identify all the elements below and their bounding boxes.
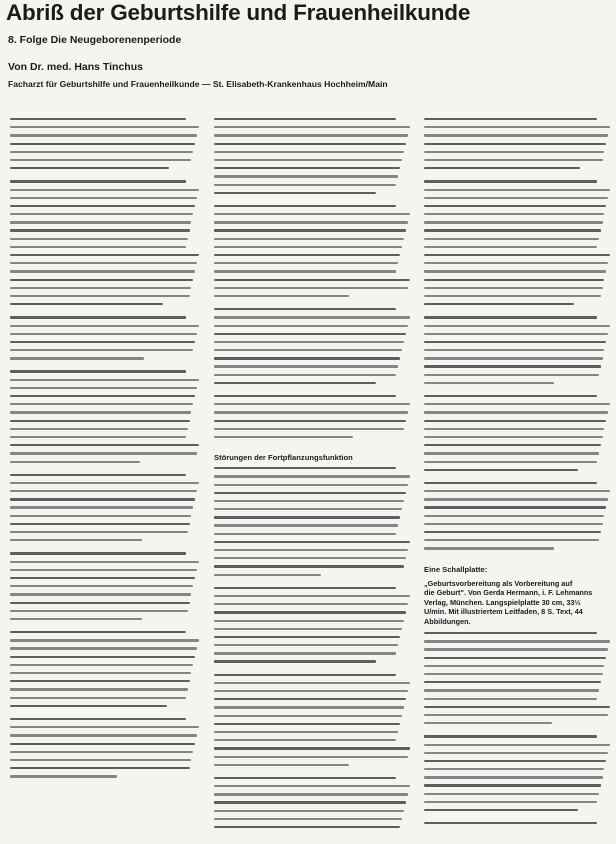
illegible-text-line — [10, 180, 186, 182]
illegible-text-line — [424, 735, 597, 737]
illegible-text-line — [10, 561, 199, 563]
illegible-text-line — [214, 508, 402, 510]
illegible-text-line — [10, 539, 142, 541]
illegible-text-line — [214, 118, 396, 120]
illegible-text-line — [424, 444, 601, 446]
illegible-text-line — [214, 333, 406, 335]
illegible-text-line — [424, 822, 597, 824]
record-reference — [424, 579, 612, 627]
illegible-text-line — [214, 492, 406, 494]
illegible-text-line — [214, 316, 410, 318]
illegible-text-line — [10, 143, 195, 145]
illegible-text-line — [424, 151, 604, 153]
illegible-text-line — [214, 574, 321, 576]
illegible-text-line — [424, 403, 610, 405]
illegible-text-line — [10, 159, 191, 161]
illegible-text-line — [10, 238, 188, 240]
illegible-text-line — [10, 134, 197, 136]
illegible-text-line — [10, 287, 191, 289]
article-series: 8. Folge Die Neugeborenenperiode — [8, 34, 182, 46]
illegible-text-line — [214, 611, 406, 613]
illegible-text-line — [214, 467, 396, 469]
illegible-text-line — [214, 620, 404, 622]
illegible-text-line — [10, 411, 191, 413]
illegible-text-line — [214, 325, 408, 327]
illegible-text-line — [424, 325, 610, 327]
illegible-text-line — [10, 569, 197, 571]
illegible-text-line — [214, 756, 408, 758]
illegible-text-line — [424, 134, 608, 136]
illegible-text-line — [214, 628, 402, 630]
illegible-text-line — [10, 349, 193, 351]
illegible-text-line — [424, 270, 606, 272]
illegible-text-line — [214, 764, 349, 766]
illegible-text-line — [10, 697, 186, 699]
illegible-text-line — [214, 793, 408, 795]
illegible-text-line — [10, 585, 193, 587]
illegible-text-line — [214, 205, 396, 207]
illegible-text-line — [214, 279, 410, 281]
illegible-text-line — [424, 482, 597, 484]
illegible-text-line — [10, 197, 197, 199]
illegible-text-line — [10, 577, 195, 579]
illegible-text-line — [214, 565, 404, 567]
illegible-text-line — [10, 303, 163, 305]
illegible-text-line — [10, 552, 186, 554]
illegible-text-line — [10, 474, 186, 476]
text-column-2 — [214, 118, 412, 830]
illegible-text-line — [10, 515, 191, 517]
illegible-text-line — [214, 739, 396, 741]
illegible-text-line — [424, 539, 599, 541]
illegible-text-line — [10, 775, 117, 777]
illegible-text-line — [10, 436, 186, 438]
illegible-text-line — [214, 295, 349, 297]
illegible-text-line — [214, 603, 408, 605]
illegible-text-line — [424, 189, 610, 191]
illegible-text-line — [424, 357, 603, 359]
illegible-text-line — [10, 726, 199, 728]
illegible-text-line — [424, 632, 597, 634]
illegible-text-line — [214, 262, 398, 264]
illegible-text-line — [424, 648, 608, 650]
illegible-text-line — [214, 706, 404, 708]
illegible-text-line — [424, 681, 601, 683]
illegible-text-line — [214, 175, 398, 177]
illegible-text-line — [424, 333, 608, 335]
illegible-text-line — [424, 657, 606, 659]
illegible-text-line — [214, 731, 398, 733]
illegible-text-line — [424, 118, 597, 120]
illegible-text-line — [10, 523, 190, 525]
illegible-text-line — [10, 593, 191, 595]
text-column-1 — [10, 118, 201, 830]
illegible-text-line — [424, 254, 610, 256]
illegible-text-line — [424, 262, 608, 264]
illegible-text-line — [424, 382, 554, 384]
illegible-text-line — [214, 159, 402, 161]
illegible-text-line — [214, 341, 404, 343]
illegible-text-line — [10, 639, 199, 641]
illegible-text-line — [214, 395, 396, 397]
illegible-text-line — [10, 167, 169, 169]
illegible-text-line — [214, 475, 410, 477]
illegible-text-line — [424, 411, 608, 413]
illegible-text-line — [424, 744, 610, 746]
reference-line: Abbildungen. — [424, 616, 471, 626]
illegible-text-line — [214, 403, 410, 405]
illegible-text-line — [214, 747, 410, 749]
illegible-text-line — [10, 631, 186, 633]
illegible-text-line — [10, 325, 199, 327]
illegible-text-line — [424, 295, 601, 297]
section-heading-schallplatte: Eine Schallplatte: — [424, 564, 488, 574]
illegible-text-line — [424, 523, 603, 525]
illegible-text-line — [10, 743, 195, 745]
illegible-text-line — [214, 246, 402, 248]
illegible-text-line — [424, 143, 606, 145]
illegible-text-line — [424, 706, 610, 708]
illegible-text-line — [10, 357, 144, 359]
illegible-text-line — [10, 688, 188, 690]
illegible-text-line — [214, 229, 406, 231]
illegible-text-line — [10, 118, 186, 120]
illegible-text-line — [10, 295, 190, 297]
illegible-text-line — [424, 640, 610, 642]
illegible-text-line — [424, 374, 599, 376]
illegible-text-line — [214, 221, 408, 223]
illegible-text-line — [424, 776, 603, 778]
illegible-text-line — [10, 221, 191, 223]
illegible-text-line — [214, 541, 410, 543]
illegible-text-line — [10, 213, 193, 215]
illegible-text-line — [214, 428, 404, 430]
illegible-text-line — [214, 134, 408, 136]
illegible-text-line — [10, 279, 193, 281]
illegible-text-line — [10, 254, 199, 256]
illegible-text-line — [214, 533, 396, 535]
illegible-text-line — [214, 374, 396, 376]
article-affiliation: Facharzt für Geburtshilfe und Frauenheilkunde — St. Elisabeth-Krankenhaus Hochheim/Main — [8, 79, 388, 89]
illegible-text-line — [214, 715, 402, 717]
illegible-text-line — [424, 229, 601, 231]
illegible-text-line — [10, 602, 190, 604]
illegible-text-line — [424, 490, 610, 492]
illegible-text-line — [214, 411, 408, 413]
illegible-text-line — [10, 672, 191, 674]
illegible-text-line — [214, 436, 353, 438]
illegible-text-line — [424, 246, 597, 248]
illegible-text-line — [214, 349, 402, 351]
illegible-text-line — [10, 262, 197, 264]
illegible-text-line — [424, 428, 604, 430]
illegible-text-line — [214, 357, 400, 359]
illegible-text-line — [10, 395, 195, 397]
illegible-text-line — [214, 682, 410, 684]
illegible-text-line — [214, 818, 402, 820]
illegible-text-line — [214, 192, 376, 194]
illegible-text-line — [424, 801, 597, 803]
illegible-text-line — [424, 395, 597, 397]
illegible-text-line — [424, 159, 603, 161]
illegible-text-line — [214, 785, 410, 787]
illegible-text-line — [424, 784, 601, 786]
illegible-text-line — [214, 595, 410, 597]
illegible-text-line — [214, 382, 376, 384]
illegible-text-line — [424, 722, 552, 724]
illegible-text-line — [10, 656, 195, 658]
illegible-text-line — [10, 664, 193, 666]
illegible-text-line — [10, 151, 193, 153]
illegible-text-line — [214, 698, 406, 700]
illegible-text-line — [424, 205, 606, 207]
illegible-text-line — [214, 270, 396, 272]
illegible-text-line — [10, 379, 199, 381]
illegible-text-line — [424, 126, 610, 128]
illegible-text-line — [424, 768, 604, 770]
illegible-text-line — [10, 387, 197, 389]
illegible-text-line — [10, 370, 186, 372]
illegible-text-line — [10, 420, 190, 422]
illegible-text-line — [424, 213, 604, 215]
article-author: Von Dr. med. Hans Tinchus — [8, 61, 143, 73]
illegible-text-line — [424, 498, 608, 500]
illegible-text-line — [214, 524, 398, 526]
illegible-text-line — [214, 500, 404, 502]
illegible-text-line — [10, 229, 190, 231]
illegible-text-line — [424, 287, 603, 289]
illegible-text-line — [10, 333, 197, 335]
illegible-text-line — [424, 515, 604, 517]
reference-line: die Geburt". Von Gerda Hermann, i. F. Lehmanns — [424, 588, 593, 598]
illegible-text-line — [10, 647, 197, 649]
illegible-text-line — [10, 751, 193, 753]
illegible-text-line — [10, 270, 195, 272]
illegible-text-line — [424, 809, 578, 811]
illegible-text-line — [10, 316, 186, 318]
illegible-text-line — [214, 420, 406, 422]
illegible-text-line — [214, 660, 376, 662]
illegible-text-line — [424, 714, 608, 716]
illegible-text-line — [424, 316, 597, 318]
illegible-text-line — [10, 403, 193, 405]
illegible-text-line — [424, 197, 608, 199]
illegible-text-line — [214, 801, 406, 803]
illegible-text-line — [214, 254, 400, 256]
illegible-text-line — [214, 674, 396, 676]
illegible-text-line — [424, 793, 599, 795]
illegible-text-line — [424, 341, 606, 343]
illegible-text-line — [214, 690, 408, 692]
reference-line: Verlag, München. Langspielplatte 30 cm, 33⅓ — [424, 597, 581, 607]
illegible-text-line — [10, 531, 188, 533]
illegible-text-line — [214, 810, 404, 812]
illegible-text-line — [214, 365, 398, 367]
illegible-text-line — [10, 189, 199, 191]
illegible-text-line — [10, 452, 197, 454]
illegible-text-line — [424, 469, 578, 471]
illegible-text-line — [214, 549, 408, 551]
illegible-text-line — [424, 420, 606, 422]
illegible-text-line — [214, 826, 400, 828]
illegible-text-line — [10, 498, 195, 500]
illegible-text-line — [424, 760, 606, 762]
illegible-text-line — [424, 506, 606, 508]
illegible-text-line — [214, 238, 404, 240]
illegible-text-line — [214, 723, 400, 725]
illegible-text-line — [10, 126, 199, 128]
illegible-text-line — [424, 279, 604, 281]
illegible-text-line — [424, 531, 601, 533]
illegible-text-line — [10, 705, 167, 707]
illegible-text-line — [424, 221, 603, 223]
illegible-text-line — [424, 689, 599, 691]
illegible-text-line — [214, 652, 396, 654]
illegible-text-line — [424, 452, 599, 454]
illegible-text-line — [10, 718, 186, 720]
article-title: Abriß der Geburtshilfe und Frauenheilkunde — [6, 0, 471, 25]
reference-line: „Geburtsvorbereitung als Vorbereitung auf — [424, 578, 573, 588]
illegible-text-line — [10, 490, 197, 492]
illegible-text-line — [214, 777, 396, 779]
illegible-text-line — [424, 436, 603, 438]
illegible-text-line — [424, 673, 603, 675]
illegible-text-line — [214, 126, 410, 128]
section-heading-fortpflanzung: Störungen der Fortpflanzungsfunktion — [214, 453, 353, 463]
illegible-text-line — [424, 698, 597, 700]
illegible-text-line — [10, 610, 188, 612]
illegible-text-line — [214, 557, 406, 559]
illegible-text-line — [214, 213, 410, 215]
illegible-text-line — [10, 205, 195, 207]
illegible-text-line — [424, 349, 604, 351]
illegible-text-line — [10, 767, 190, 769]
illegible-text-line — [10, 482, 199, 484]
illegible-text-line — [214, 484, 408, 486]
illegible-text-line — [214, 587, 396, 589]
illegible-text-line — [10, 734, 197, 736]
illegible-text-line — [214, 636, 400, 638]
reference-line: U/min. Mit illustriertem Leitfaden, 8 S. Text, 44 — [424, 607, 583, 617]
illegible-text-line — [214, 151, 404, 153]
illegible-text-line — [214, 143, 406, 145]
illegible-text-line — [10, 506, 193, 508]
illegible-text-line — [10, 461, 140, 463]
illegible-text-line — [424, 365, 601, 367]
illegible-text-line — [214, 308, 396, 310]
illegible-text-line — [424, 547, 554, 549]
illegible-text-line — [10, 618, 142, 620]
illegible-text-line — [214, 287, 408, 289]
illegible-text-line — [424, 303, 574, 305]
text-column-3 — [424, 118, 612, 830]
illegible-text-line — [424, 238, 599, 240]
illegible-text-line — [214, 644, 398, 646]
illegible-text-line — [10, 759, 191, 761]
illegible-text-line — [10, 428, 188, 430]
illegible-text-line — [424, 665, 604, 667]
illegible-text-line — [10, 680, 190, 682]
illegible-text-line — [10, 444, 199, 446]
illegible-text-line — [214, 184, 396, 186]
illegible-text-line — [214, 516, 400, 518]
illegible-text-line — [214, 167, 400, 169]
illegible-text-line — [424, 752, 608, 754]
illegible-text-line — [424, 180, 597, 182]
illegible-text-line — [424, 461, 597, 463]
illegible-text-line — [10, 341, 195, 343]
illegible-text-line — [10, 246, 186, 248]
illegible-text-line — [424, 167, 580, 169]
